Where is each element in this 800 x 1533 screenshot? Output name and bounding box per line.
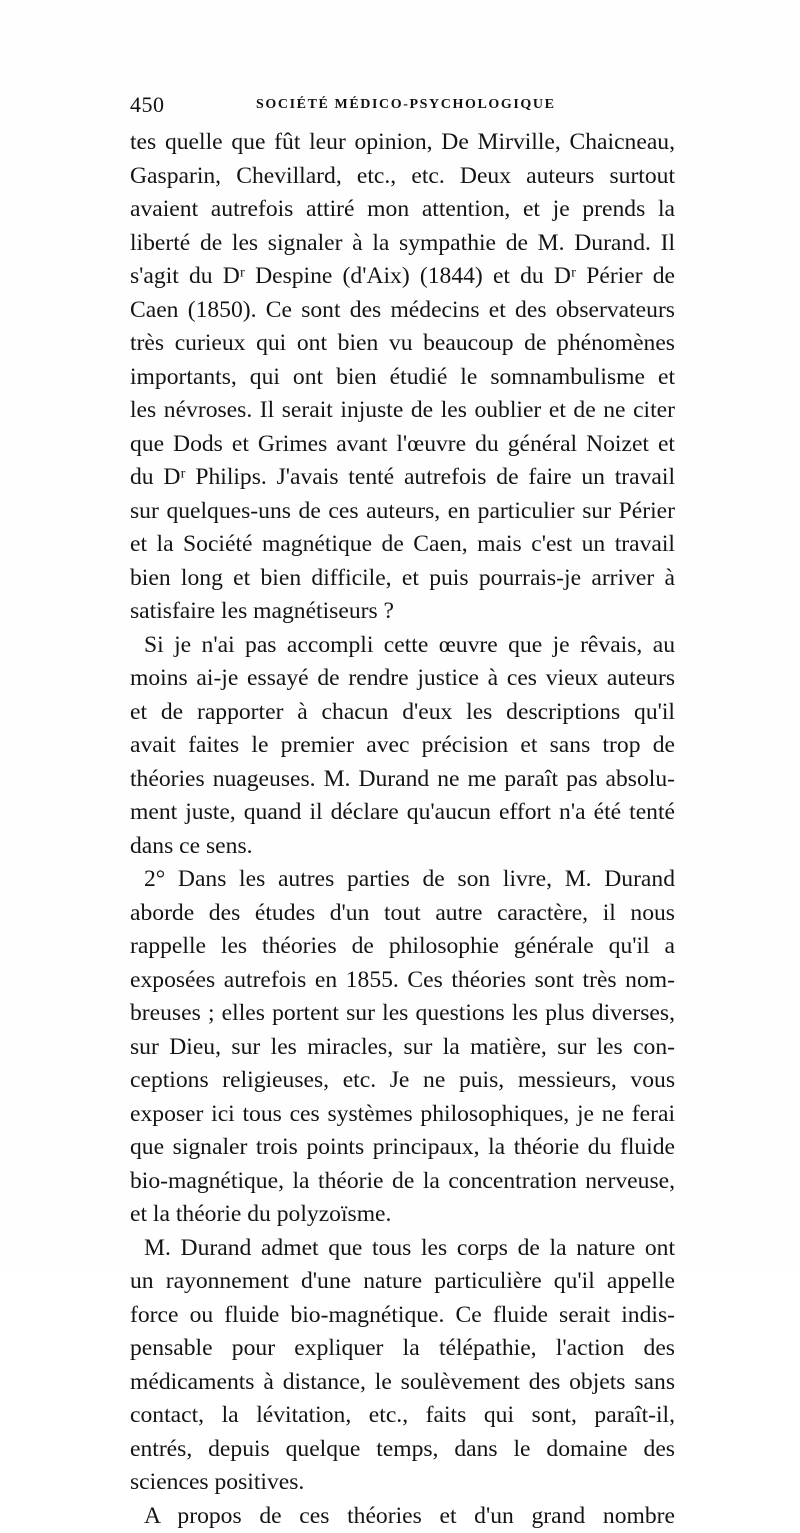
text-line: ceptions religieuses, etc. Je ne puis, messieurs, vous <box>130 1064 675 1098</box>
text-line: 2° Dans les autres parties de son livre, M. Durand <box>130 863 675 897</box>
text-line: importants, qui ont bien étudié le somnambulisme et <box>130 361 675 395</box>
text-line: Caen (1850). Ce sont des médecins et des observateurs <box>130 294 675 328</box>
text-line: les névroses. Il serait injuste de les oublier et de ne citer <box>130 394 675 428</box>
text-line: entrés, depuis quelque temps, dans le domaine des <box>130 1433 675 1467</box>
text-line: rappelle les théories de philosophie générale qu'il a <box>130 930 675 964</box>
text-line: Si je n'ai pas accompli cette œuvre que je rêvais, au <box>130 629 675 663</box>
text-line: bien long et bien difficile, et puis pourrais-je arriver à <box>130 562 675 596</box>
text-line: que Dods et Grimes avant l'œuvre du général Noizet et <box>130 428 675 462</box>
text-line: médicaments à distance, le soulèvement des objets sans <box>130 1366 675 1400</box>
body-text <box>130 126 675 1533</box>
text-line: et la théorie du polyzoïsme. <box>130 1198 675 1232</box>
text-line: pensable pour expliquer la télépathie, l'action des <box>130 1332 675 1366</box>
text-line: avait faites le premier avec précision et sans trop de <box>130 729 675 763</box>
text-line: liberté de les signaler à la sympathie de M. Durand. Il <box>130 227 675 261</box>
text-line: et la Société magnétique de Caen, mais c'est un travail <box>130 528 675 562</box>
text-line: contact, la lévitation, etc., faits qui sont, paraît-il, <box>130 1399 675 1433</box>
text-line: dans ce sens. <box>130 830 675 864</box>
text-line: sciences positives. <box>130 1466 675 1500</box>
text-line: exposer ici tous ces systèmes philosophiques, je ne ferai <box>130 1098 675 1132</box>
text-line: tes quelle que fût leur opinion, De Mirville, Chaicneau, <box>130 126 675 160</box>
text-line: s'agit du Dʳ Despine (d'Aix) (1844) et du Dʳ Périer de <box>130 260 675 294</box>
text-line: exposées autrefois en 1855. Ces théories sont très nom- <box>130 964 675 998</box>
text-line: un rayonnement d'une nature particulière qu'il appelle <box>130 1265 675 1299</box>
text-line: et de rapporter à chacun d'eux les descriptions qu'il <box>130 696 675 730</box>
page-header <box>130 92 675 118</box>
text-line: sur Dieu, sur les miracles, sur la matière, sur les con- <box>130 1031 675 1065</box>
running-title: SOCIÉTÉ MÉDICO-PSYCHOLOGIQUE <box>256 97 556 113</box>
text-line: moins ai-je essayé de rendre justice à ces vieux auteurs <box>130 662 675 696</box>
text-line: ment juste, quand il déclare qu'aucun effort n'a été tenté <box>130 796 675 830</box>
text-line: aborde des études d'un tout autre caractère, il nous <box>130 897 675 931</box>
text-line: Gasparin, Chevillard, etc., etc. Deux auteurs surtout <box>130 160 675 194</box>
text-line: sur quelques-uns de ces auteurs, en particulier sur Périer <box>130 495 675 529</box>
text-line: A propos de ces théories et d'un grand nombre <box>130 1500 675 1533</box>
text-line: force ou fluide bio-magnétique. Ce fluide serait indis- <box>130 1299 675 1333</box>
text-line: que signaler trois points principaux, la théorie du fluide <box>130 1131 675 1165</box>
page-number: 450 <box>130 92 165 118</box>
text-line: M. Durand admet que tous les corps de la nature ont <box>130 1232 675 1266</box>
text-line: très curieux qui ont bien vu beaucoup de phénomènes <box>130 327 675 361</box>
text-line: breuses ; elles portent sur les questions les plus diverses, <box>130 997 675 1031</box>
text-line: bio-magnétique, la théorie de la concentration nerveuse, <box>130 1165 675 1199</box>
text-line: satisfaire les magnétiseurs ? <box>130 595 675 629</box>
text-line: théories nuageuses. M. Durand ne me paraît pas absolu- <box>130 763 675 797</box>
text-line: avaient autrefois attiré mon attention, et je prends la <box>130 193 675 227</box>
text-line: du Dʳ Philips. J'avais tenté autrefois de faire un travail <box>130 461 675 495</box>
